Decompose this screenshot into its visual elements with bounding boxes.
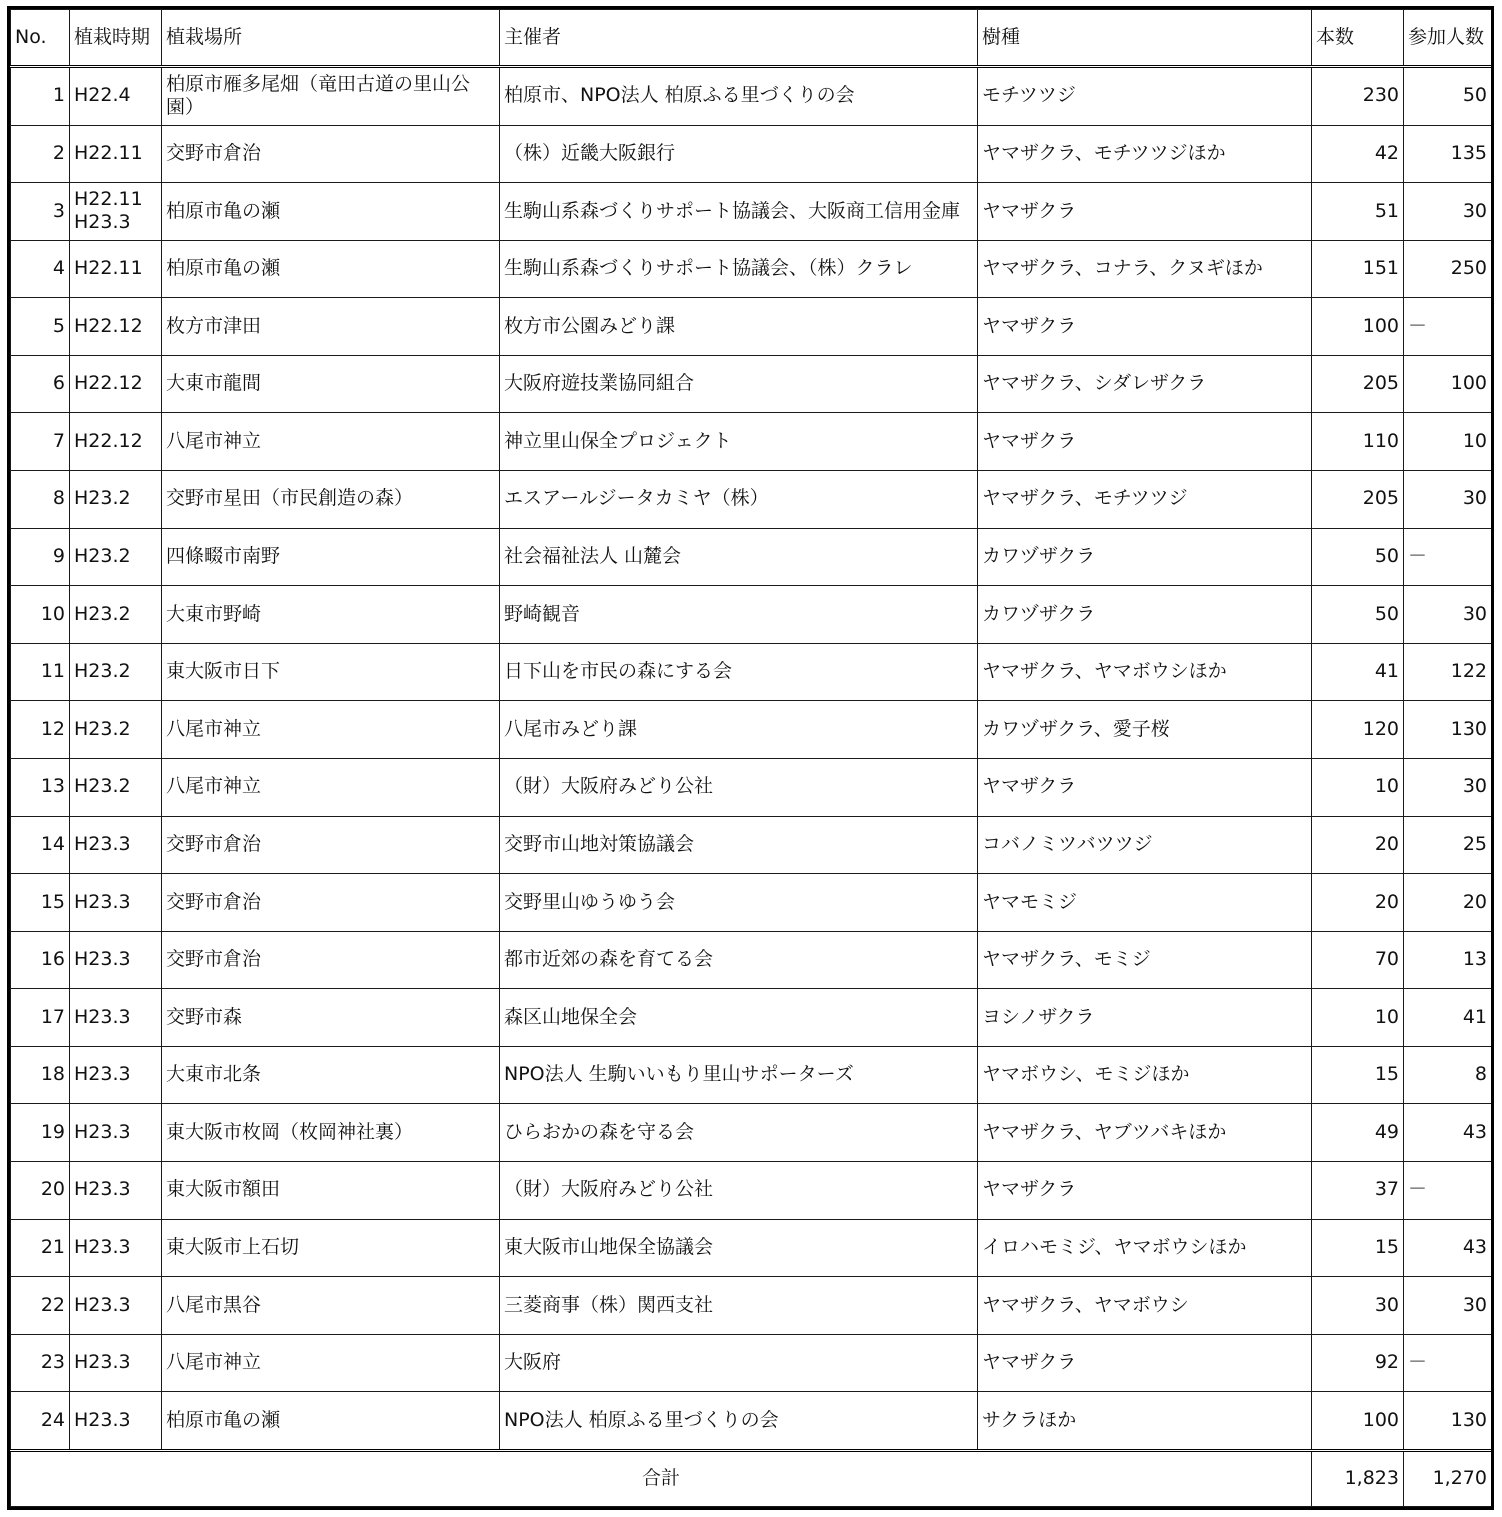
cell-organizer: 神立里山保全プロジェクト (500, 413, 978, 471)
cell-species: ヨシノザクラ (978, 989, 1312, 1047)
table-row (11, 240, 1492, 298)
cell-count: 70 (1312, 931, 1404, 989)
cell-organizer: 大阪府遊技業協同組合 (500, 355, 978, 413)
cell-no: 7 (11, 413, 70, 471)
cell-no: 19 (11, 1104, 70, 1162)
cell-participants: 13 (1404, 931, 1492, 989)
cell-time-line-1: H22.11 (74, 187, 143, 210)
cell-time: H23.3 (70, 1334, 162, 1392)
cell-time: H22.11 (70, 125, 162, 183)
cell-participants: 41 (1404, 989, 1492, 1047)
cell-count: 10 (1312, 758, 1404, 816)
table-row (11, 1161, 1492, 1219)
header-tree-species: 樹種 (978, 10, 1312, 67)
cell-species: カワヅザクラ (978, 528, 1312, 586)
table-row (11, 355, 1492, 413)
table-row (11, 471, 1492, 529)
table-row (11, 413, 1492, 471)
cell-place: 柏原市亀の瀬 (162, 183, 500, 241)
cell-participants: 43 (1404, 1104, 1492, 1162)
cell-no: 12 (11, 701, 70, 759)
cell-time: H23.2 (70, 701, 162, 759)
cell-organizer: ひらおかの森を守る会 (500, 1104, 978, 1162)
cell-time: H22.4 (70, 67, 162, 126)
cell-count: 205 (1312, 471, 1404, 529)
cell-time: H23.2 (70, 758, 162, 816)
cell-time (70, 183, 162, 241)
cell-no: 9 (11, 528, 70, 586)
cell-no: 20 (11, 1161, 70, 1219)
cell-species: カワヅザクラ、愛子桜 (978, 701, 1312, 759)
cell-no: 18 (11, 1046, 70, 1104)
cell-count: 10 (1312, 989, 1404, 1047)
cell-organizer: 枚方市公園みどり課 (500, 298, 978, 356)
cell-organizer: NPO法人 生駒いいもり里山サポーターズ (500, 1046, 978, 1104)
cell-species: ヤマザクラ (978, 1334, 1312, 1392)
cell-place: 大東市野崎 (162, 586, 500, 644)
cell-participants: 135 (1404, 125, 1492, 183)
cell-participants: 25 (1404, 816, 1492, 874)
cell-participants: 30 (1404, 1277, 1492, 1335)
cell-count: 51 (1312, 183, 1404, 241)
header-tree-count: 本数 (1312, 10, 1404, 67)
header-participants: 参加人数 (1404, 10, 1492, 67)
cell-species: ヤマザクラ、シダレザクラ (978, 355, 1312, 413)
cell-species: ヤマザクラ (978, 413, 1312, 471)
cell-count: 15 (1312, 1046, 1404, 1104)
cell-species: サクラほか (978, 1392, 1312, 1451)
cell-organizer: 八尾市みどり課 (500, 701, 978, 759)
cell-count: 92 (1312, 1334, 1404, 1392)
table-row (11, 643, 1492, 701)
cell-count: 151 (1312, 240, 1404, 298)
cell-participants: － (1404, 1334, 1492, 1392)
cell-species: ヤマザクラ、モチツツジ (978, 471, 1312, 529)
cell-participants: 130 (1404, 701, 1492, 759)
cell-time: H23.3 (70, 1392, 162, 1451)
cell-no: 13 (11, 758, 70, 816)
cell-no: 22 (11, 1277, 70, 1335)
cell-time-line-2: H23.3 (74, 211, 131, 234)
cell-count: 20 (1312, 874, 1404, 932)
table-row (11, 67, 1492, 126)
cell-time: H23.3 (70, 1104, 162, 1162)
cell-time: H23.3 (70, 989, 162, 1047)
cell-organizer: 日下山を市民の森にする会 (500, 643, 978, 701)
cell-place: 八尾市神立 (162, 413, 500, 471)
cell-organizer: 交野里山ゆうゆう会 (500, 874, 978, 932)
cell-time: H23.2 (70, 471, 162, 529)
cell-count: 50 (1312, 586, 1404, 644)
cell-organizer: 生駒山系森づくりサポート協議会、（株）クラレ (500, 240, 978, 298)
table-row (11, 1277, 1492, 1335)
cell-organizer: NPO法人 柏原ふる里づくりの会 (500, 1392, 978, 1451)
table-row (11, 586, 1492, 644)
cell-count: 205 (1312, 355, 1404, 413)
cell-species: ヤマザクラ、ヤマボウシほか (978, 643, 1312, 701)
cell-participants: 43 (1404, 1219, 1492, 1277)
cell-participants: 50 (1404, 67, 1492, 126)
planting-records-sheet (7, 6, 1494, 1510)
cell-species: ヤマモミジ (978, 874, 1312, 932)
cell-no: 1 (11, 67, 70, 126)
table-row (11, 1046, 1492, 1104)
cell-place: 交野市倉治 (162, 816, 500, 874)
cell-no: 2 (11, 125, 70, 183)
cell-species: ヤマザクラ (978, 758, 1312, 816)
cell-species: イロハモミジ、ヤマボウシほか (978, 1219, 1312, 1277)
table-row (11, 1104, 1492, 1162)
cell-place: 八尾市神立 (162, 701, 500, 759)
cell-time: H22.12 (70, 355, 162, 413)
cell-species: ヤマザクラ、モミジ (978, 931, 1312, 989)
cell-place: 交野市星田（市民創造の森） (162, 471, 500, 529)
cell-species: ヤマザクラ、コナラ、クヌギほか (978, 240, 1312, 298)
cell-organizer: （財）大阪府みどり公社 (500, 758, 978, 816)
cell-count: 50 (1312, 528, 1404, 586)
cell-organizer: 野崎観音 (500, 586, 978, 644)
table-row (11, 758, 1492, 816)
header-no: No. (11, 10, 70, 67)
cell-time: H23.2 (70, 528, 162, 586)
table-row (11, 701, 1492, 759)
cell-species: ヤマザクラ (978, 1161, 1312, 1219)
cell-place: 八尾市黒谷 (162, 1277, 500, 1335)
cell-count: 42 (1312, 125, 1404, 183)
cell-species: ヤマザクラ、ヤマボウシ (978, 1277, 1312, 1335)
cell-no: 10 (11, 586, 70, 644)
cell-participants: 10 (1404, 413, 1492, 471)
cell-species: ヤマザクラ (978, 298, 1312, 356)
table-row (11, 298, 1492, 356)
header-organizer: 主催者 (500, 10, 978, 67)
cell-place: 大東市龍間 (162, 355, 500, 413)
cell-count: 230 (1312, 67, 1404, 126)
cell-no: 23 (11, 1334, 70, 1392)
cell-participants: － (1404, 528, 1492, 586)
cell-place: 柏原市亀の瀬 (162, 240, 500, 298)
cell-count: 20 (1312, 816, 1404, 874)
cell-organizer: 大阪府 (500, 1334, 978, 1392)
cell-organizer: （株）近畿大阪銀行 (500, 125, 978, 183)
cell-organizer: 生駒山系森づくりサポート協議会、大阪商工信用金庫 (500, 183, 978, 241)
cell-count: 120 (1312, 701, 1404, 759)
cell-participants: － (1404, 1161, 1492, 1219)
cell-place: 交野市倉治 (162, 874, 500, 932)
cell-place: 四條畷市南野 (162, 528, 500, 586)
total-participants: 1,270 (1404, 1451, 1492, 1507)
cell-count: 30 (1312, 1277, 1404, 1335)
cell-no: 6 (11, 355, 70, 413)
cell-place: 柏原市雁多尾畑（竜田古道の里山公園） (162, 67, 500, 126)
cell-no: 17 (11, 989, 70, 1047)
cell-no: 21 (11, 1219, 70, 1277)
cell-organizer: 都市近郊の森を育てる会 (500, 931, 978, 989)
table-row (11, 125, 1492, 183)
cell-no: 24 (11, 1392, 70, 1451)
cell-no: 16 (11, 931, 70, 989)
cell-count: 15 (1312, 1219, 1404, 1277)
cell-place: 大東市北条 (162, 1046, 500, 1104)
cell-time: H23.2 (70, 643, 162, 701)
cell-place: 東大阪市額田 (162, 1161, 500, 1219)
total-label: 合計 (11, 1451, 1312, 1507)
cell-time: H22.11 (70, 240, 162, 298)
table-row (11, 989, 1492, 1047)
cell-participants: 20 (1404, 874, 1492, 932)
cell-species: カワヅザクラ (978, 586, 1312, 644)
cell-organizer: 森区山地保全会 (500, 989, 978, 1047)
cell-place: 交野市倉治 (162, 931, 500, 989)
cell-count: 110 (1312, 413, 1404, 471)
cell-place: 八尾市神立 (162, 1334, 500, 1392)
total-row (11, 1451, 1492, 1507)
cell-place: 東大阪市枚岡（枚岡神社裏） (162, 1104, 500, 1162)
cell-species: ヤマザクラ、ヤブツバキほか (978, 1104, 1312, 1162)
cell-place: 東大阪市上石切 (162, 1219, 500, 1277)
cell-place: 枚方市津田 (162, 298, 500, 356)
cell-participants: － (1404, 298, 1492, 356)
table-row (11, 874, 1492, 932)
cell-time: H23.3 (70, 1161, 162, 1219)
cell-time: H22.12 (70, 298, 162, 356)
cell-no: 4 (11, 240, 70, 298)
cell-participants: 100 (1404, 355, 1492, 413)
table-row (11, 528, 1492, 586)
cell-species: ヤマザクラ、モチツツジほか (978, 125, 1312, 183)
cell-participants: 30 (1404, 586, 1492, 644)
cell-participants: 30 (1404, 183, 1492, 241)
cell-organizer: 柏原市、NPO法人 柏原ふる里づくりの会 (500, 67, 978, 126)
cell-participants: 130 (1404, 1392, 1492, 1451)
cell-time: H22.12 (70, 413, 162, 471)
header-row (11, 10, 1492, 67)
cell-species: ヤマボウシ、モミジほか (978, 1046, 1312, 1104)
header-planting-place: 植栽場所 (162, 10, 500, 67)
cell-species: ヤマザクラ (978, 183, 1312, 241)
table-row (11, 816, 1492, 874)
cell-no: 5 (11, 298, 70, 356)
cell-time: H23.3 (70, 931, 162, 989)
cell-no: 8 (11, 471, 70, 529)
total-count: 1,823 (1312, 1451, 1404, 1507)
cell-time: H23.2 (70, 586, 162, 644)
cell-place: 東大阪市日下 (162, 643, 500, 701)
cell-organizer: 東大阪市山地保全協議会 (500, 1219, 978, 1277)
cell-count: 41 (1312, 643, 1404, 701)
cell-organizer: エスアールジータカミヤ（株） (500, 471, 978, 529)
cell-no: 3 (11, 183, 70, 241)
cell-place: 交野市倉治 (162, 125, 500, 183)
cell-no: 14 (11, 816, 70, 874)
cell-organizer: 社会福祉法人 山麓会 (500, 528, 978, 586)
cell-count: 100 (1312, 1392, 1404, 1451)
planting-records-table (10, 9, 1492, 1507)
cell-count: 37 (1312, 1161, 1404, 1219)
cell-time: H23.3 (70, 874, 162, 932)
cell-species: コバノミツバツツジ (978, 816, 1312, 874)
cell-count: 100 (1312, 298, 1404, 356)
cell-place: 八尾市神立 (162, 758, 500, 816)
cell-place: 交野市森 (162, 989, 500, 1047)
cell-time: H23.3 (70, 816, 162, 874)
table-row (11, 183, 1492, 241)
cell-time: H23.3 (70, 1277, 162, 1335)
cell-time: H23.3 (70, 1219, 162, 1277)
cell-organizer: 三菱商事（株）関西支社 (500, 1277, 978, 1335)
header-planting-time: 植栽時期 (70, 10, 162, 67)
table-row (11, 1392, 1492, 1451)
table-row (11, 1219, 1492, 1277)
cell-participants: 30 (1404, 471, 1492, 529)
cell-no: 11 (11, 643, 70, 701)
cell-participants: 8 (1404, 1046, 1492, 1104)
cell-organizer: 交野市山地対策協議会 (500, 816, 978, 874)
cell-no: 15 (11, 874, 70, 932)
cell-place: 柏原市亀の瀬 (162, 1392, 500, 1451)
cell-organizer: （財）大阪府みどり公社 (500, 1161, 978, 1219)
cell-participants: 30 (1404, 758, 1492, 816)
cell-count: 49 (1312, 1104, 1404, 1162)
cell-participants: 122 (1404, 643, 1492, 701)
cell-participants: 250 (1404, 240, 1492, 298)
table-row (11, 931, 1492, 989)
cell-species: モチツツジ (978, 67, 1312, 126)
cell-time: H23.3 (70, 1046, 162, 1104)
table-row (11, 1334, 1492, 1392)
